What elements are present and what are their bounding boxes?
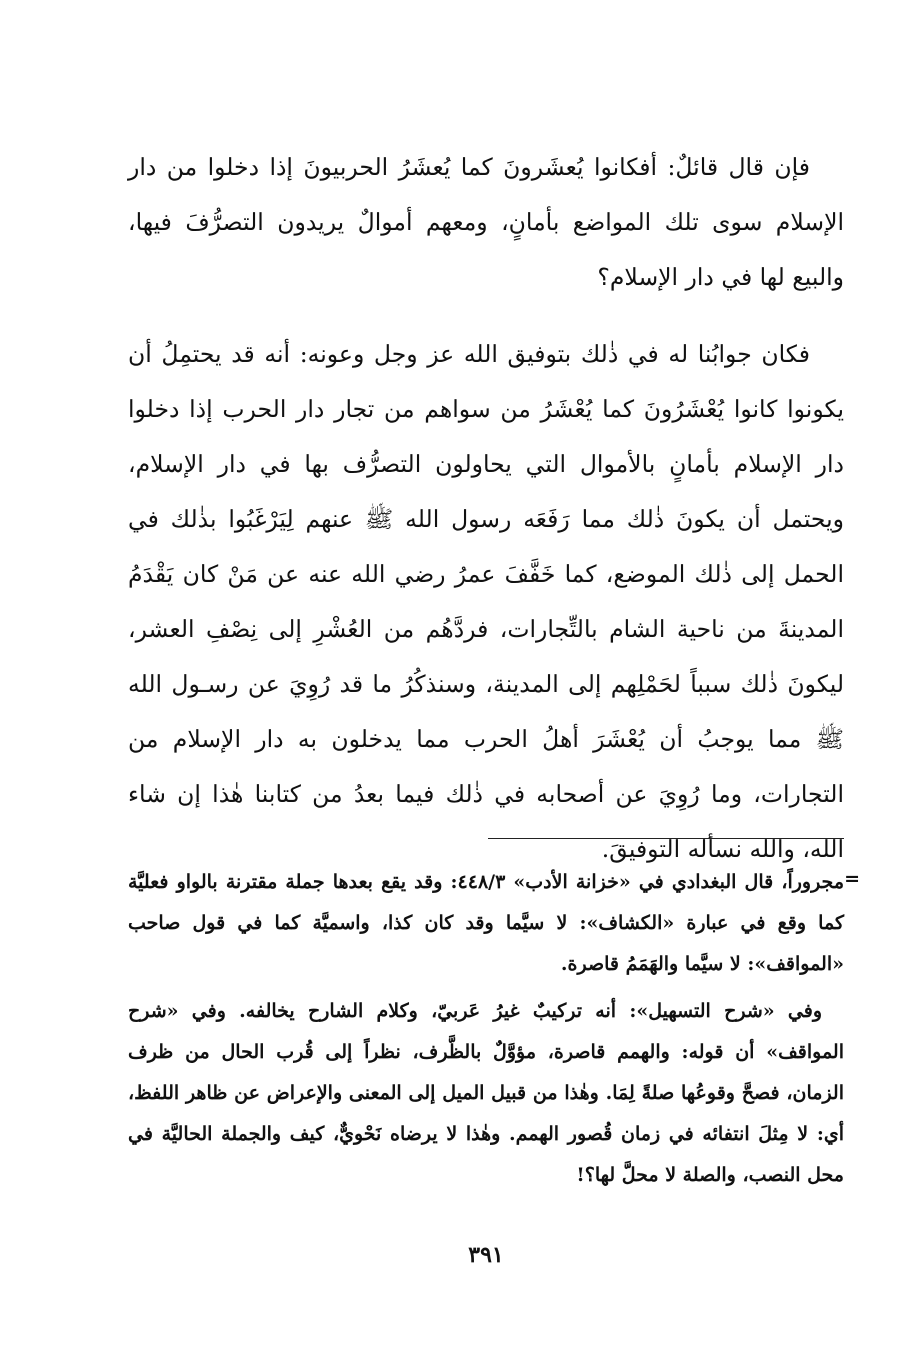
footnotes	[128, 862, 844, 1196]
body-paragraph-question: فإن قال قائلٌ: أفكانوا يُعشَرونَ كما يُعشَرُ الحربيونَ إذا دخلوا من دار الإسلام سوى تلك المواضع بأمانٍ، ومعهم أموالٌ يريدون التصرُّفَ فيها، والبيع لها في دار الإسلام؟	[128, 153, 844, 291]
book-page	[128, 140, 860, 1270]
footnote-paragraph: مجروراً، قال البغدادي في «خزانة الأدب» ٤٤٨/٣: وقد يقع بعدها جملة مقترنة بالواو فعليَّة كما وقع في عبارة «الكشاف»: لا سيَّما وقد كان كذا، واسميَّة كما في قول صاحب «المواقف»: لا سيَّما والهَمَمُ قاصرة.	[128, 871, 845, 975]
footnote-paragraph: وفي «شرح التسهيل»: أنه تركيبٌ غيرُ عَربيّ، وكلام الشارح يخالفه. وفي «شرح المواقف» أن قوله: والهمم قاصرة، مؤوَّلٌ بالظَّرف، نظراً إلى قُرب الحال من ظرف الزمان، فصحَّ وقوعُها صلةً لِمَا. وهٰذا من قبيل الميل إلى المعنى والإعراض عن ظاهر اللفظ، أي: لا مِثلَ انتفائه في زمان قُصور الهمم. وهٰذا لا يرضاه نَحْويٌّ، كيف والجملة الحاليَّة في محل النصب، والصلة لا محلَّ لها؟!	[128, 1000, 844, 1186]
body-paragraph-answer: فكان جوابُنا له في ذٰلك بتوفيق الله عز وجل وعونه: أنه قد يحتمِلُ أن يكونوا كانوا يُعْشَرُونَ كما يُعْشَرُ من سواهم من تجار دار الحرب إذا دخلوا دار الإسلام بأمانٍ بالأموال التي يحاولون التصرُّف بها في دار الإسلام، ويحتمل أن يكونَ ذٰلك مما رَفَعَه رسول الله ﷺ عنهم لِيَرْغَبُوا بذٰلك في الحمل إلى ذٰلك الموضع، كما خَفَّفَ عمرُ رضي الله عنه عن مَنْ كان يَقْدَمُ المدينةَ من ناحية الشام بالتِّجارات، فردَّهُم من العُشْرِ إلى نِصْفِ العشر، ليكونَ ذٰلك سبباً لحَمْلِهم إلى المدينة، وسنذكُرُ ما قد رُوِيَ عن رسـول الله ﷺ مما يوجبُ أن يُعْشَرَ أهلُ الحرب مما يدخلون به دار الإسلام من التجارات، وما رُوِيَ عن أصحابه في ذٰلك فيما بعدُ من كتابنا هٰذا إن شاء الله، والله نسأله التوفيقَ.	[128, 340, 844, 863]
footnote-continuation-mark: =	[844, 868, 860, 890]
footnote-separator	[488, 838, 844, 839]
page-number: ٣٩١	[468, 1242, 504, 1268]
main-text	[128, 140, 844, 877]
